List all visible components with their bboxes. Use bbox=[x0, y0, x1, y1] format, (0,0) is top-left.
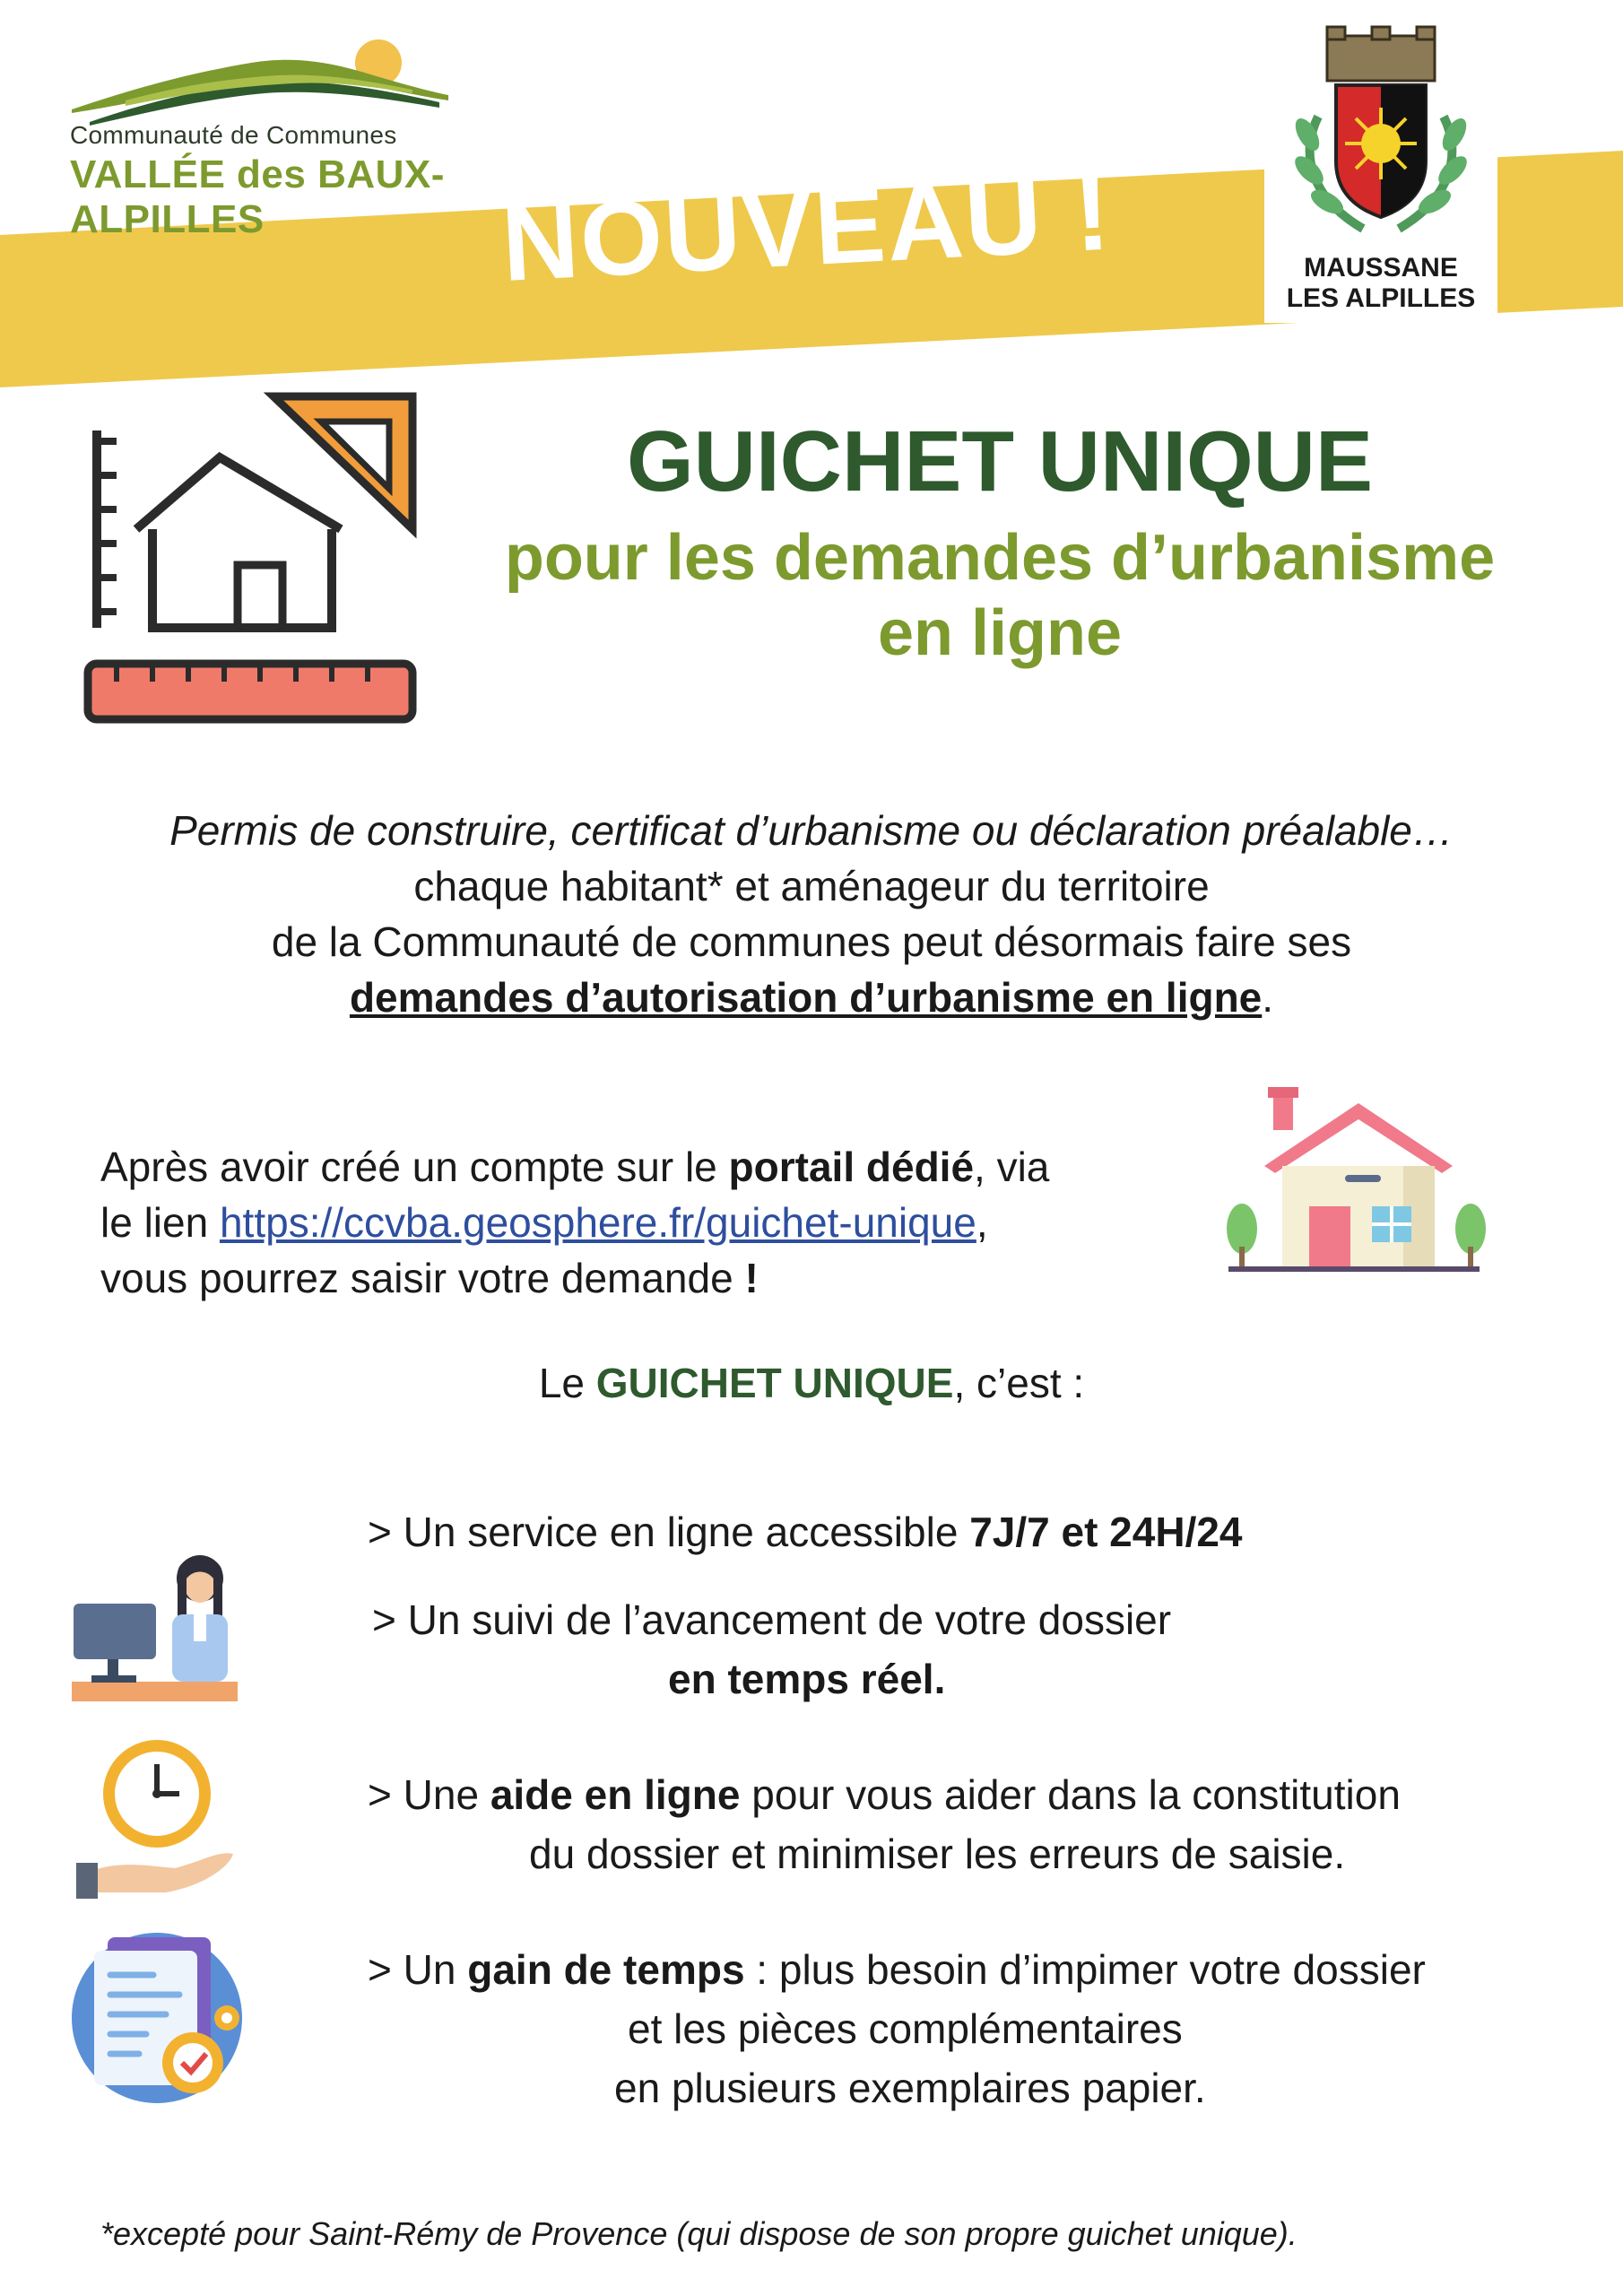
feature-online-help: > Une aide en ligne pour vous aider dans la constitution du dossier et minimiser les erreurs de saisie. bbox=[368, 1771, 1401, 1877]
intro-line-3: de la Communauté de communes peut désormais faire ses bbox=[271, 918, 1352, 965]
feature-time-saving: > Un gain de temps : plus besoin d’impimer votre dossier et les pièces complémentaires en plusieurs exemplaires papier. bbox=[368, 1946, 1426, 2111]
footnote: *excepté pour Saint-Rémy de Provence (qui dispose de son propre guichet unique). bbox=[100, 2215, 1298, 2252]
ccvba-name: VALLÉE des BAUX-ALPILLES bbox=[70, 152, 445, 241]
ccvba-subtitle: Communauté de Communes bbox=[70, 121, 397, 149]
guichet-intro: Le GUICHET UNIQUE, c’est : bbox=[538, 1360, 1085, 1406]
architecture-icon bbox=[81, 386, 430, 726]
intro-paragraph bbox=[90, 803, 1533, 1025]
house-icon bbox=[1219, 1076, 1488, 1283]
person-at-computer-icon bbox=[72, 1543, 251, 1713]
ccvba-logo bbox=[63, 36, 457, 241]
feature-tracking: > Un suivi de l’avancement de votre dossier en temps réel. bbox=[372, 1596, 1172, 1702]
intro-line-4: demandes d’autorisation d’urbanisme en ligne. bbox=[349, 974, 1274, 1021]
feature-availability: > Un service en ligne accessible 7J/7 et 24H/24 bbox=[368, 1509, 1243, 1555]
page-title: GUICHET UNIQUE bbox=[626, 413, 1374, 509]
portal-paragraph: Après avoir créé un compte sur le portail dédié, via le lien https://ccvba.geosphere.fr/guichet-unique, vous pourrez saisir votre demande ! bbox=[100, 1144, 1050, 1301]
mountains-icon bbox=[72, 36, 448, 126]
intro-line-1: Permis de construire, certificat d’urbanisme ou déclaration préalable… bbox=[169, 807, 1454, 854]
page-subtitle: pour les demandes d’urbanisme en ligne bbox=[504, 522, 1496, 669]
portal-link[interactable]: https://ccvba.geosphere.fr/guichet-unique bbox=[219, 1199, 976, 1246]
intro-line-2: chaque habitant* et aménageur du territoire bbox=[413, 863, 1210, 909]
document-settings-icon bbox=[67, 1919, 256, 2108]
nouveau-banner-text: NOUVEAU ! bbox=[499, 153, 1115, 304]
maussane-crest bbox=[1264, 18, 1497, 323]
clock-hand-icon bbox=[76, 1735, 238, 1906]
coat-of-arms-icon bbox=[1264, 18, 1497, 251]
maussane-label: MAUSSANE LES ALPILLES bbox=[1286, 253, 1476, 313]
